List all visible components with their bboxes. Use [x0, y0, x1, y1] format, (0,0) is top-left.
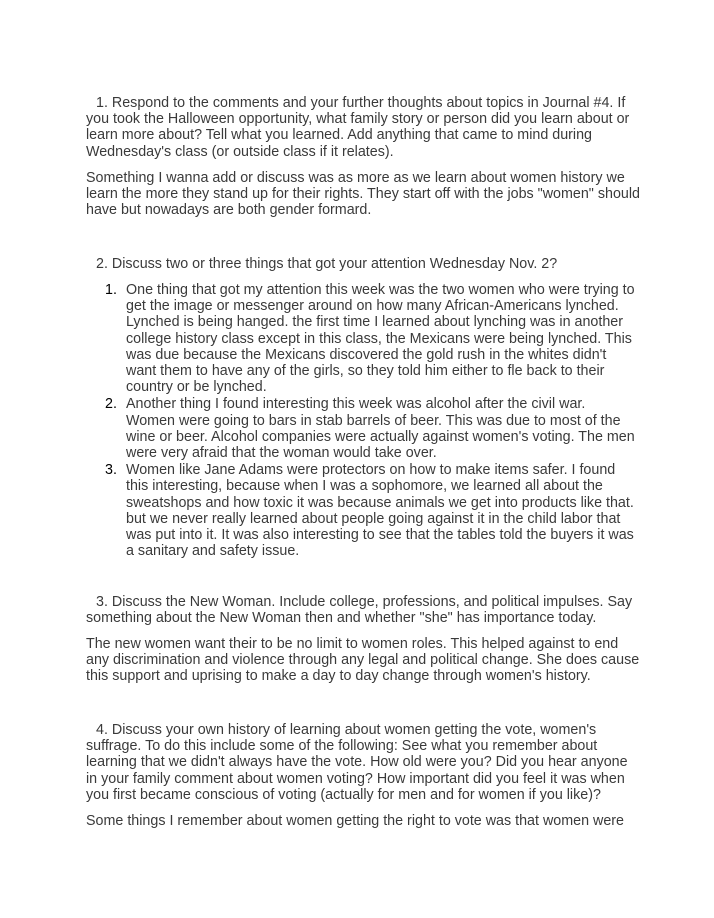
question-3: 3. Discuss the New Woman. Include college, professions, and political impulses. Say something about the New Woman then and whether "she" has importance today. [86, 594, 633, 627]
question-4: 4. Discuss your own history of learning about women getting the vote, women's suffrage. To do this include some of the following: See what you remember about learning that we didn't always have the vote. How old were you? Did you hear anyone in your family comment about women voting? How important did you feel it was when you first became conscious of voting (actually for men and for women if you like)? [86, 722, 628, 803]
list-item-number: 1. [105, 282, 117, 298]
question-2: 2. Discuss two or three things that got your attention Wednesday Nov. 2? [96, 256, 558, 272]
answer-2-list [105, 282, 636, 560]
list-item-text: Women like Jane Adams were protectors on how to make items safer. I found this interesting, because when I was a sophomore, we learned all about the sweatshops and how toxic it was because animals we get into products like that. but we never really learned about people going against it in the child labor that was put into it. It was also interesting to see that the tables told the buyers it was a sanitary and safety issue. [126, 462, 634, 560]
list-item-text: One thing that got my attention this week was the two women who were trying to get the image or messenger around on how many African-Americans lynched. Lynched is being hanged. the first time I learned about lynching was in another college history class except in this class, the Mexicans were being lynched. This was due because the Mexicans discovered the gold rush in the whites didn't want them to have any of the girls, so they told him either to fle back to their country or be lynched. [126, 282, 635, 396]
list-item-number: 3. [105, 462, 117, 479]
list-item-number: 2. [105, 396, 117, 413]
list-item [105, 462, 636, 560]
list-item [105, 282, 636, 396]
list-item-text: Another thing I found interesting this week was alcohol after the civil war. Women were going to bars in stab barrels of beer. This was due to most of the wine or beer. Alcohol companies were actually against women's voting. The men were very afraid that the woman would take over. [126, 396, 635, 462]
answer-3: The new women want their to be no limit to women roles. This helped against to end any discrimination and violence through any legal and political change. She does cause this support and uprising to make a day to day change through women's history. [86, 636, 640, 685]
answer-4: Some things I remember about women getting the right to vote was that women were [86, 813, 624, 829]
list-item [105, 396, 636, 462]
answer-1: Something I wanna add or discuss was as more as we learn about women history we learn the more they stand up for their rights. They start off with the jobs "women" should have but nowadays are both gender formard. [86, 170, 640, 219]
question-1: 1. Respond to the comments and your further thoughts about topics in Journal #4. If you took the Halloween opportunity, what family story or person did you learn about or learn more about? Tell what you learned. Add anything that came to mind during Wednesday's class (or outside class if it relates). [86, 95, 630, 160]
